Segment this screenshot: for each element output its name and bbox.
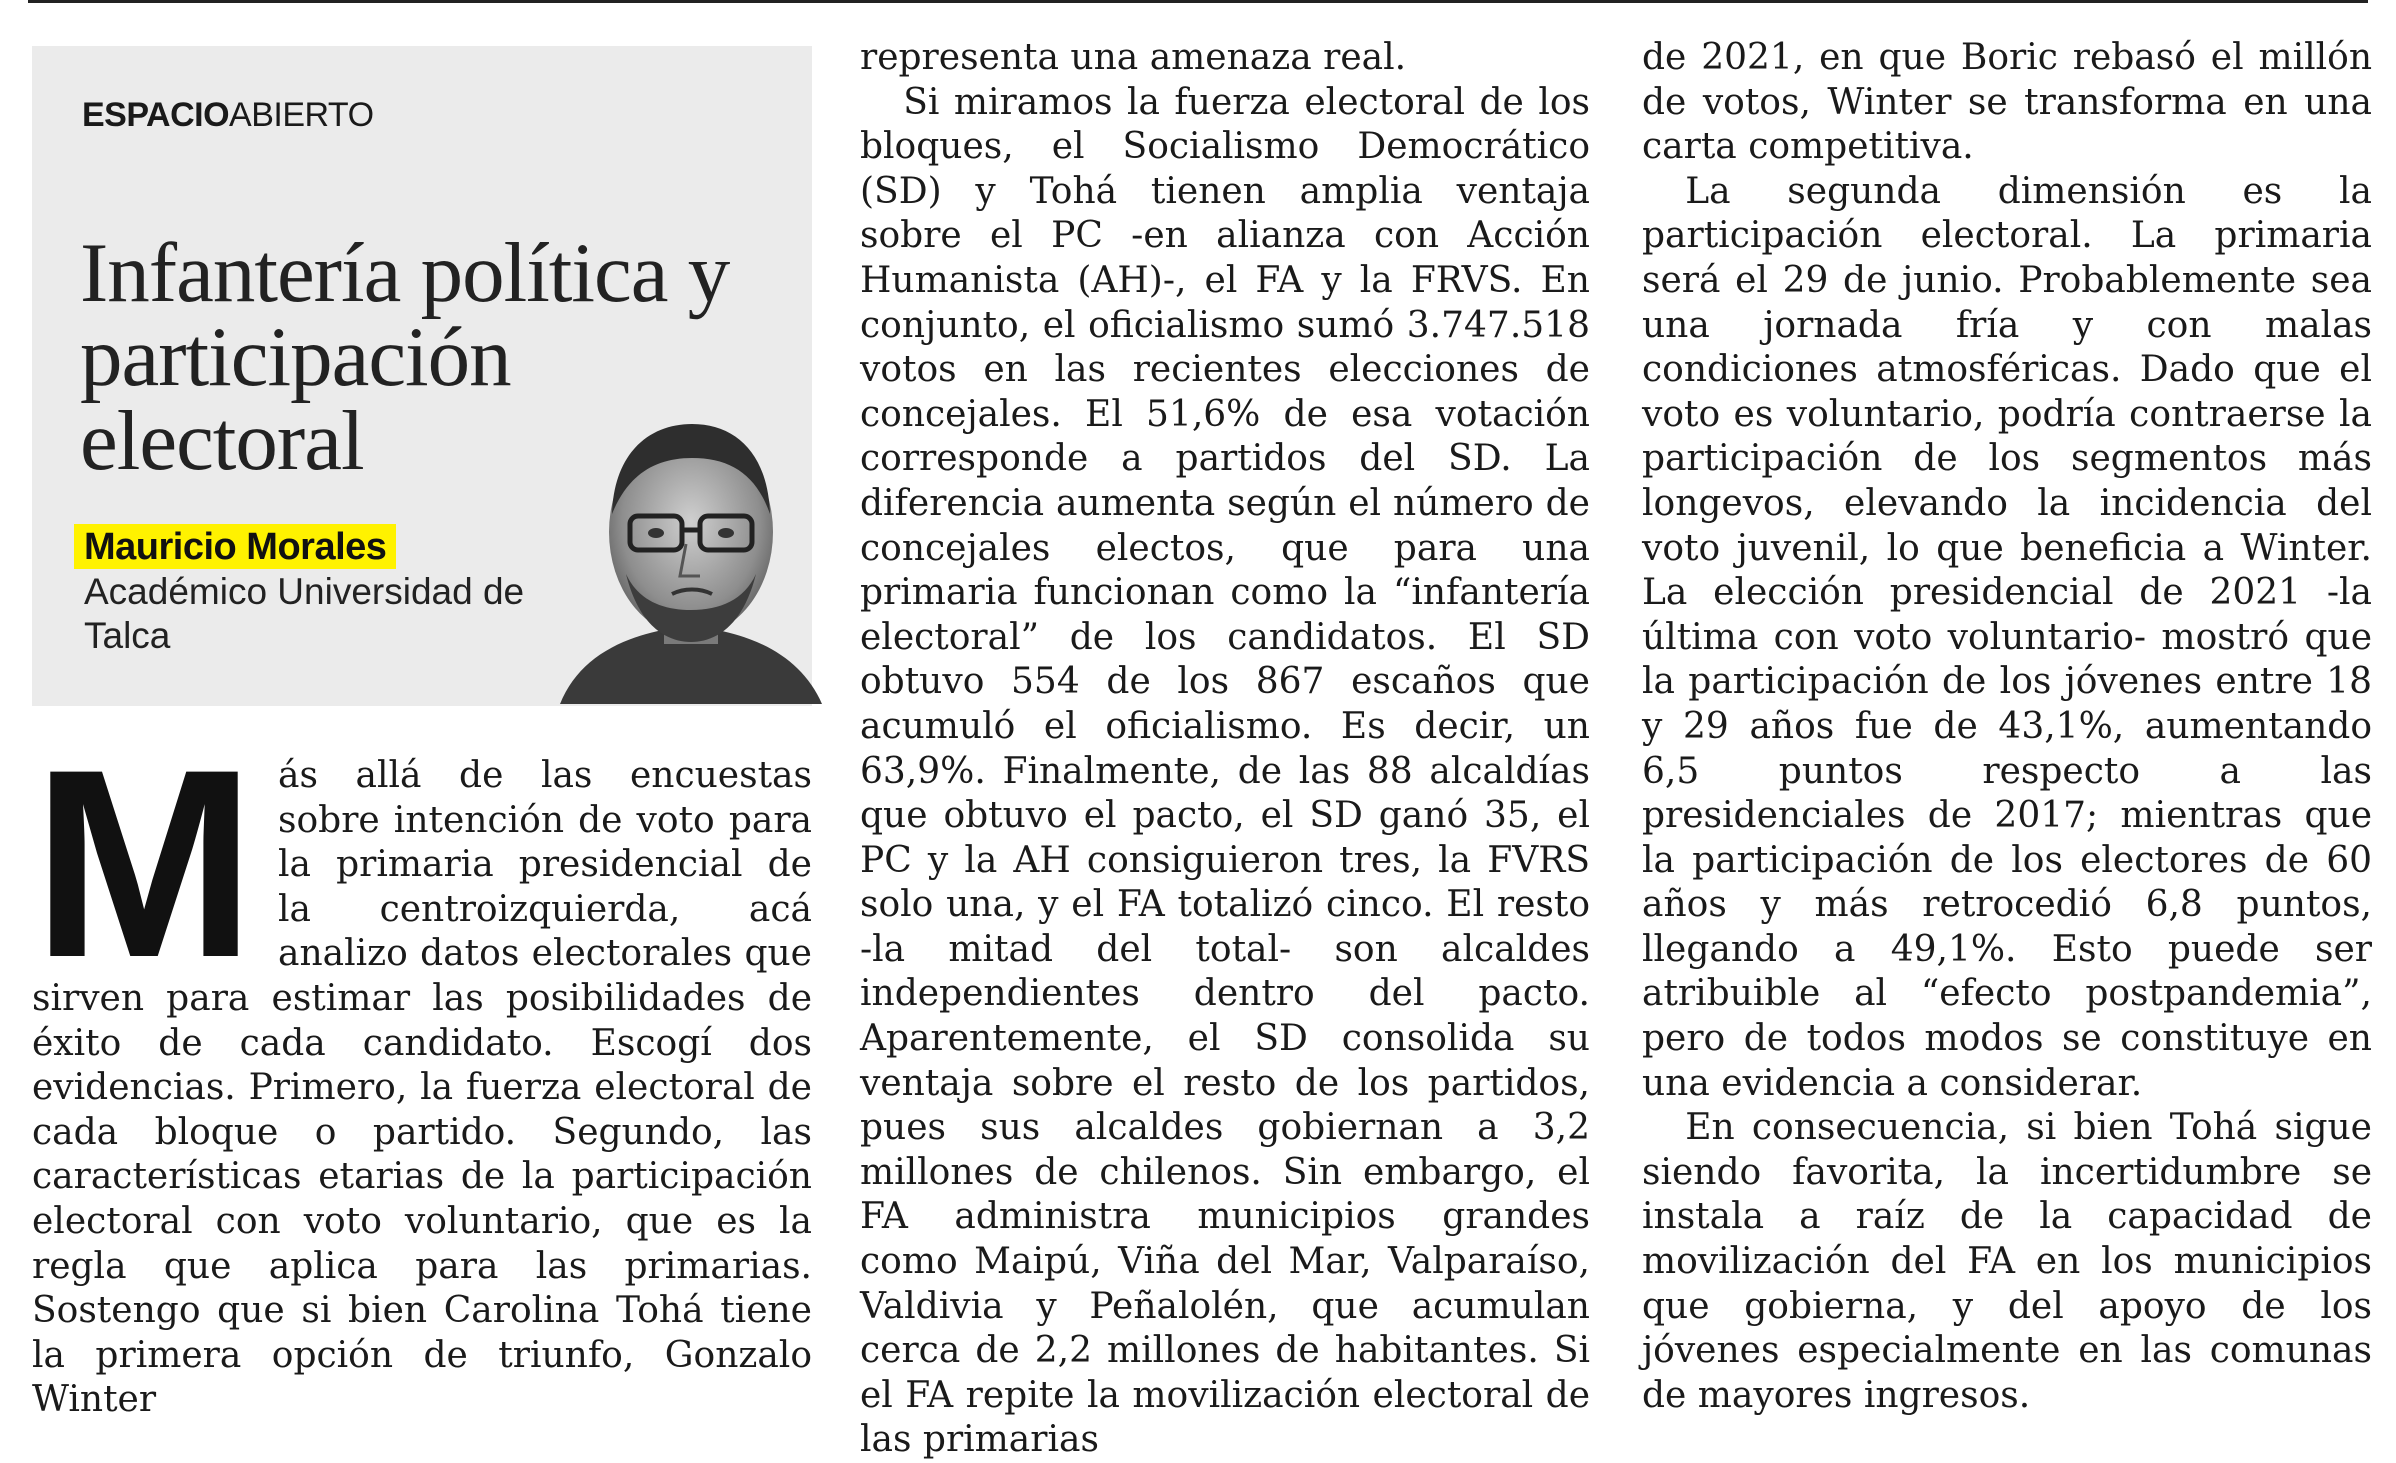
paragraph: ás allá de las encuestas sobre intención de voto para la primaria presidencial de la centroizquierda, acá analizo datos electorales que sirven para estimar las posibilidades de éxito de cada candidato. Escogí dos evidencias. Primero, la fuerza electoral de cada bloque o partido. Segundo, las características etarias de la participación electoral con voto voluntario, que es la regla que aplica para las primarias. Sostengo que si bien Carolina Tohá tiene la primera opción de triunfo, Gonzalo Winter <box>32 755 812 1421</box>
article-column-3 <box>1642 36 2372 1418</box>
paragraph: de 2021, en que Boric rebasó el millón de votos, Winter se transforma en una carta competitiva. <box>1642 37 2372 168</box>
author-name: Mauricio Morales <box>74 524 396 569</box>
headline: Infantería política y participación electoral <box>80 225 730 488</box>
paragraph: La segunda dimensión es la participación electoral. La primaria será el 29 de junio. Probablemente sea una jornada fría y con malas condiciones atmosféricas. Dado que el voto es voluntario, podría contraerse la participación de los segmentos más longevos, elevando la incidencia del voto juvenil, lo que beneficia a Winter. La elección presidencial de 2021 -la última con voto voluntario- mostró que la participación de los jóvenes entre 18 y 29 años fue de 43,1%, aumentando 6,5 puntos respecto a las presidenciales de 2017; mientras que la participación de los electores de 60 años y más retrocedió 6,8 puntos, llegando a 49,1%. Esto puede ser atribuible al “efecto postpandemia”, pero de todos modos se constituye en una evidencia a considerar. <box>1642 170 2372 1104</box>
section-label <box>82 96 374 135</box>
article-column-2 <box>860 36 1590 1463</box>
article-column-1 <box>32 754 812 1423</box>
paragraph: Si miramos la fuerza electoral de los bloques, el Socialismo Democrático (SD) y Tohá tienen amplia ventaja sobre el PC -en alianza con Acción Humanista (AH)-, el FA y la FRVS. En conjunto, el oficialismo sumó 3.747.518 votos en las recientes elecciones de concejales. El 51,6% de esa votación corresponde a partidos del SD. La diferencia aumenta según el número de concejales electos, que para una primaria funcionan como la “infantería electoral” de los candidatos. El SD obtuvo 554 de los 867 escaños que acumuló el oficialismo. Es decir, un 63,9%. Finalmente, de las 88 alcaldías que obtuvo el pacto, el SD ganó 35, el PC y la AH consiguieron tres, la FVRS solo una, y el FA totalizó cinco. El resto -la mitad del total- son alcaldes independientes dentro del pacto. Aparentemente, el SD consolida su ventaja sobre el resto de los partidos, pues sus alcaldes gobiernan a 3,2 millones de chilenos. Sin embargo, el FA administra municipios grandes como Maipú, Viña del Mar, Valparaíso, Valdivia y Peñalolén, que acumulan cerca de 2,2 millones de habitantes. Si el FA repite la movilización electoral de las primarias <box>860 81 1590 1461</box>
dropcap <box>32 760 256 970</box>
article-header-box <box>32 46 812 706</box>
section-label-rest: ABIERTO <box>229 96 374 134</box>
section-label-strong: ESPACIO <box>82 96 230 134</box>
paragraph: representa una amenaza real. <box>860 37 1407 78</box>
paragraph: En consecuencia, si bien Tohá sigue siendo favorita, la incertidumbre se instala a raíz de la capacidad de movilización del FA en los municipios que gobierna, y del apoyo de los jóvenes especialmente en las comunas de mayores ingresos. <box>1642 1107 2372 1416</box>
top-rule <box>28 0 2368 3</box>
author-portrait <box>560 404 822 704</box>
author-role: Académico Universidad de Talca <box>84 571 525 656</box>
dropcap-letter: M <box>32 760 256 970</box>
